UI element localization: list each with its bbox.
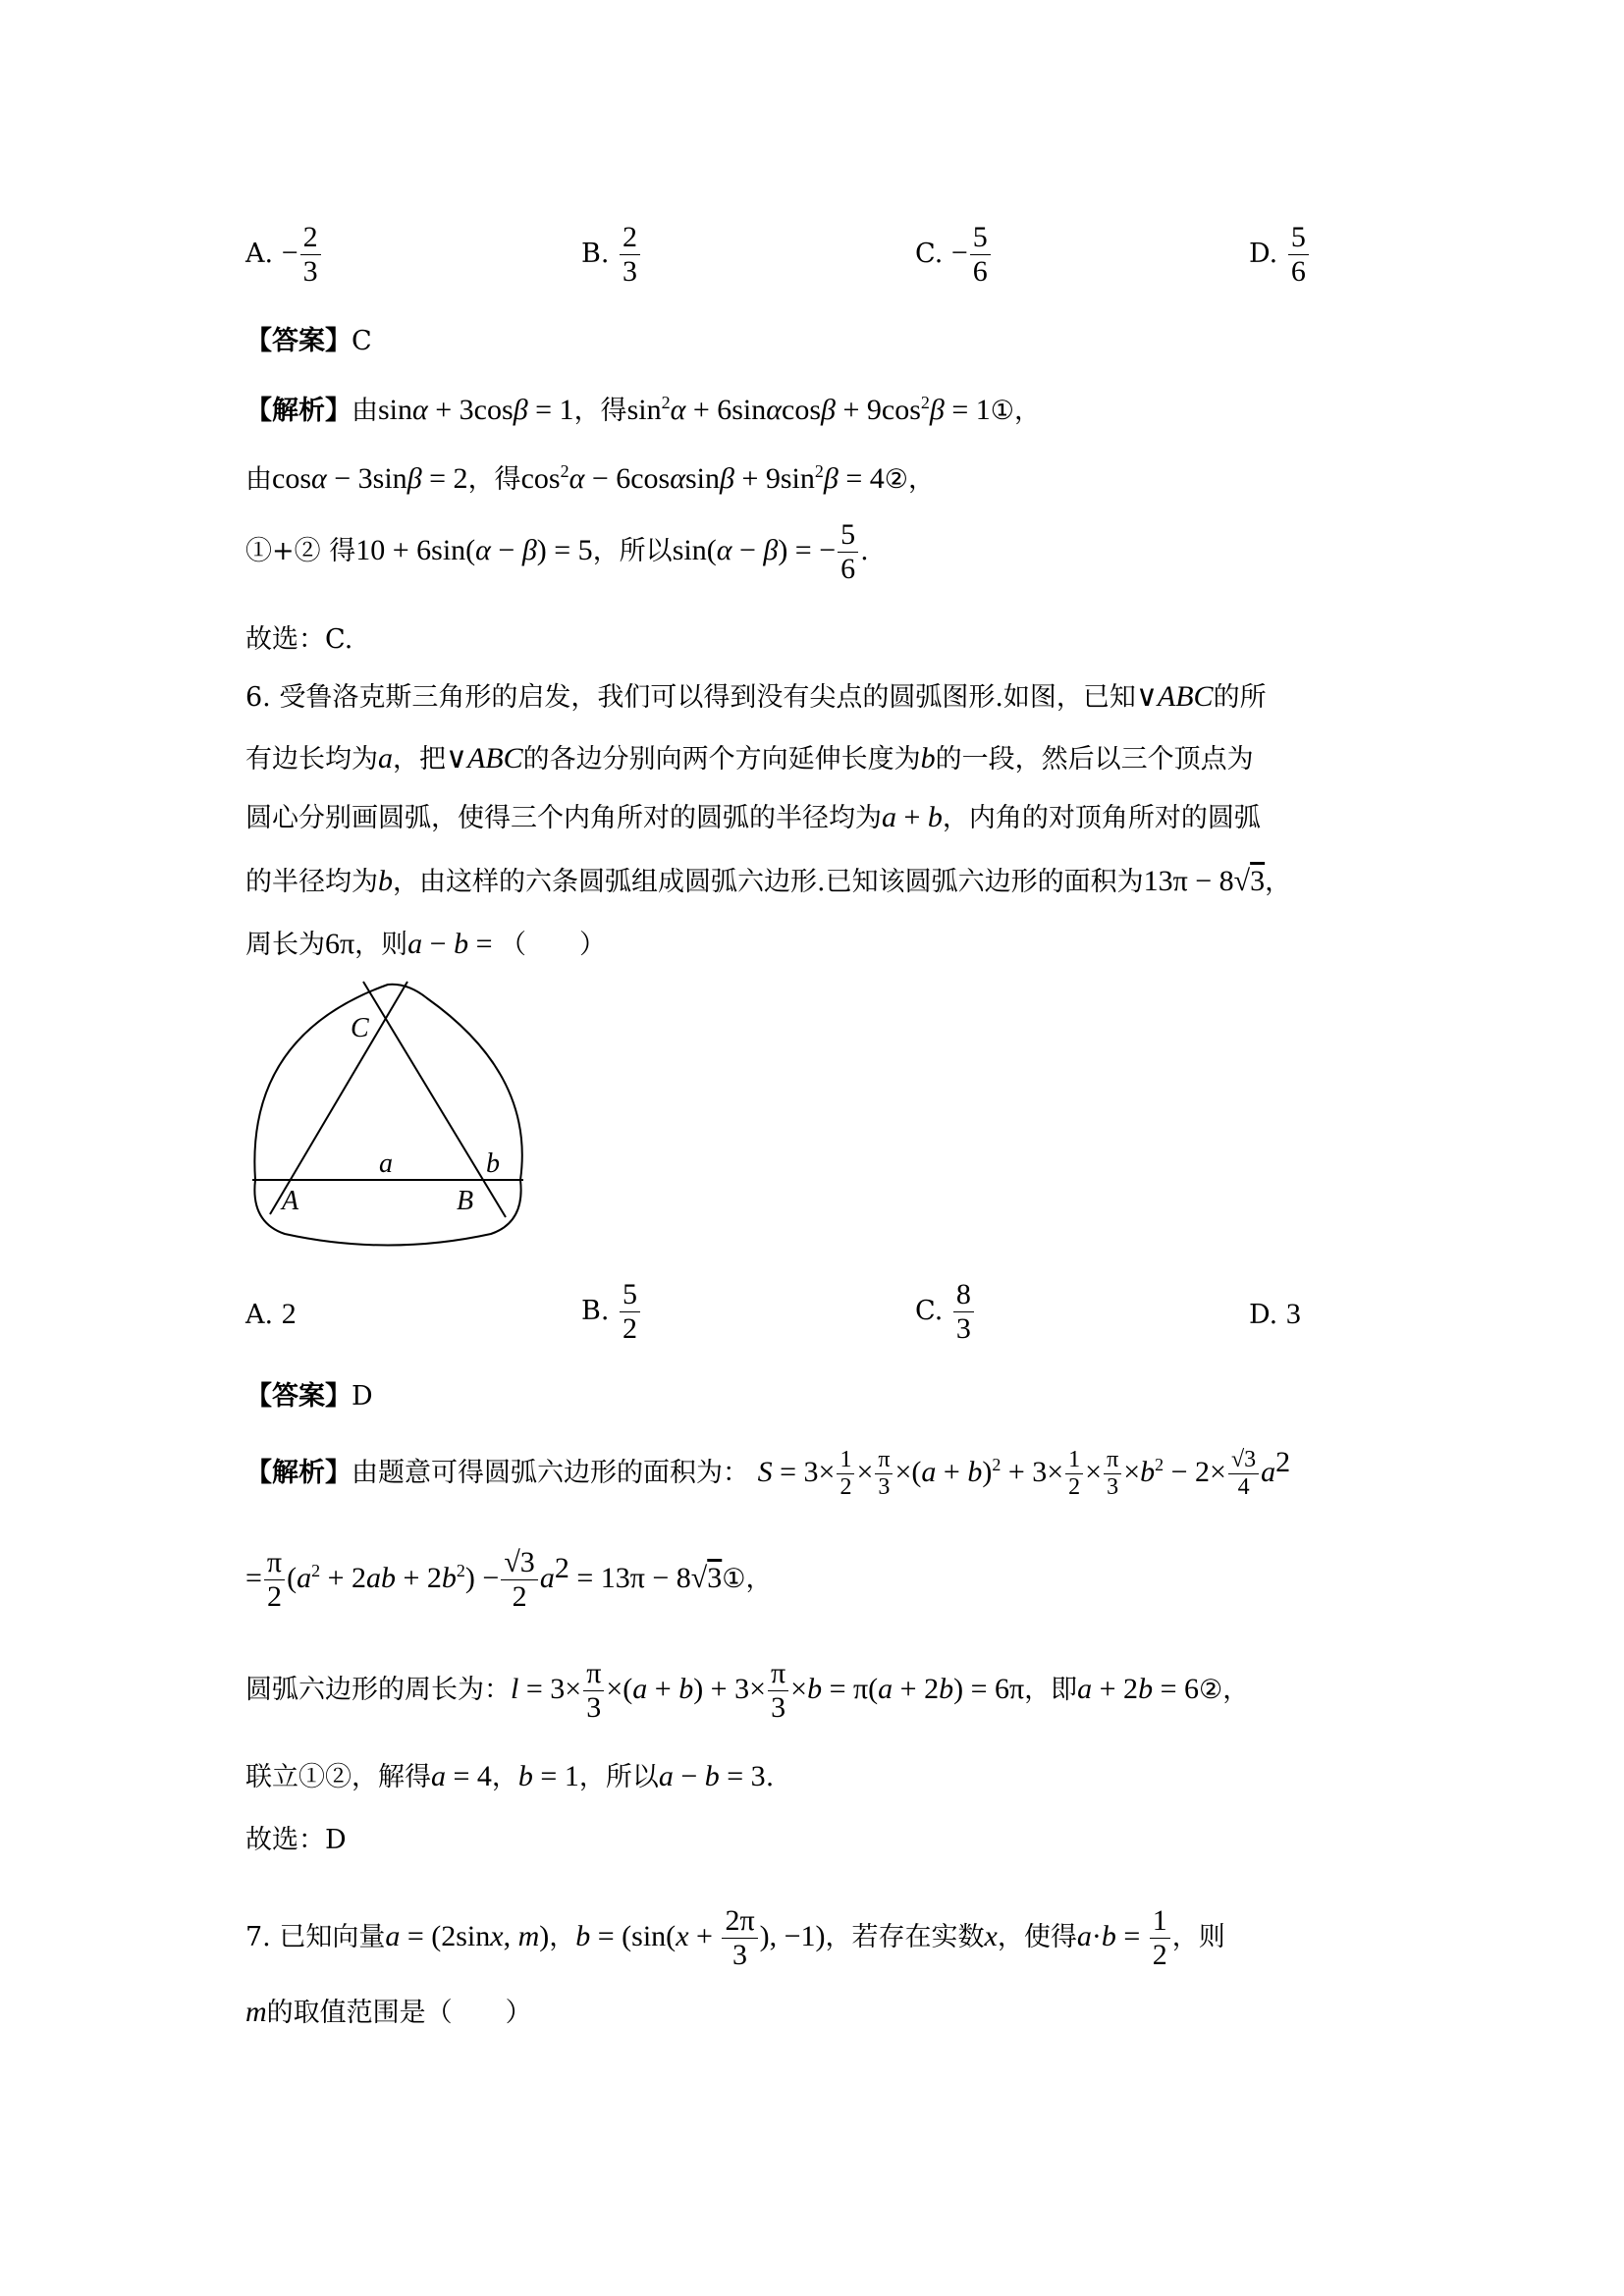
q5-answer: 【答案】C xyxy=(245,326,372,356)
q6-option-c[interactable]: C. $\frac{8}{3}$ xyxy=(915,1278,976,1346)
q6-choose: 故选：D xyxy=(245,1825,347,1855)
q5-solution-line2: 由cosα − 3sinβ = 2，得$\cos^2\alpha - 6\cos\alpha\sin\beta + 9\sin^2\beta$ = 4②， xyxy=(245,461,935,495)
q6-line5: 周长为6π，则a − b = （ ） xyxy=(245,928,606,960)
q7-line1: 7. 已知向量a = (2sinx, m)，b = (sin(x + $\frac{2\pi}{3}$ ), −1)，若存在实数x，使得a·b = $\frac{1}{2}$ ，则 xyxy=(245,1904,1225,1971)
q6-line3: 圆心分别画圆弧，使得三个内角所对的圆弧的半径均为a + b，内角的对顶角所对的圆弧 xyxy=(245,801,1261,833)
q6-option-d[interactable]: D. 3 xyxy=(1249,1298,1301,1330)
q7-line2: m的取值范围是（ ） xyxy=(245,1996,532,2028)
q6-solution-line1: 【解析】由题意可得圆弧六边形的面积为： S = 3× $\frac{1}{2}$ × $\frac{\pi}{3}$ $\times(a + b)^2 + 3\times$ $\frac{1}{2}$ × $\frac{\pi}{3}$ $\times b^2 - 2\times$ $\frac{√3}{4}$ $a^2$ xyxy=(245,1446,1291,1500)
q5-option-d[interactable]: D. $\frac{5}{6}$ xyxy=(1249,221,1311,289)
q6-line1: 6. 受鲁洛克斯三角形的启发，我们可以得到没有尖点的圆弧图形.如图，已知∨ABC的所 xyxy=(245,680,1267,713)
figure-label-c: C xyxy=(351,1013,369,1043)
q5-choose: 故选：C. xyxy=(245,624,353,655)
figure-label-a: A xyxy=(282,1186,299,1216)
q6-line2: 有边长均为a，把∨ABC的各边分别向两个方向延伸长度为b的一段，然后以三个顶点为 xyxy=(245,742,1254,774)
q6-option-a[interactable]: A. 2 xyxy=(245,1298,297,1330)
q5-option-c[interactable]: C. − $\frac{5}{6}$ xyxy=(915,221,993,289)
q6-solution-line2: = $\frac{\pi}{2}$ $(a^2 + 2ab + 2b^2)$ − $\frac{√3}{2}$ $a^2 = 13\pi$ − 8√3①， xyxy=(245,1546,773,1613)
q5-option-b[interactable]: B. $\frac{2}{3}$ xyxy=(581,221,642,289)
q5-option-a[interactable]: A. − $\frac{2}{3}$ xyxy=(245,221,323,289)
q6-line4: 的半径均为b，由这样的六条圆弧组成圆弧六边形.已知该圆弧六边形的面积为13π − 8√3， xyxy=(245,865,1292,897)
line-bc xyxy=(363,982,506,1217)
figure-label-b: B xyxy=(457,1186,474,1216)
q6-option-b[interactable]: B. $\frac{5}{2}$ xyxy=(581,1278,642,1346)
figure-label-b-ext: b xyxy=(486,1148,500,1179)
q6-solution-line3: 圆弧六边形的周长为：l = 3× $\frac{\pi}{3}$ ×(a + b) + 3× $\frac{\pi}{3}$ ×b = π(a + 2b) = 6π，即a + 2b = 6②， xyxy=(245,1657,1250,1724)
q6-answer: 【答案】D xyxy=(245,1381,373,1412)
q5-solution-line3: ①+② 得10 + 6sin(α − β) = 5，所以sin(α − β) = − $\frac{5}{6}$ . xyxy=(245,518,869,585)
q5-solution-line1: 【解析】由sinα + 3cosβ = 1，得$\sin^2\alpha + 6\sin\alpha\cos\beta + 9\cos^2\beta$ = 1①， xyxy=(245,393,1041,426)
figure-label-a-side: a xyxy=(379,1148,393,1179)
q6-solution-line4: 联立①②，解得a = 4，b = 1，所以a − b = 3. xyxy=(245,1760,775,1792)
